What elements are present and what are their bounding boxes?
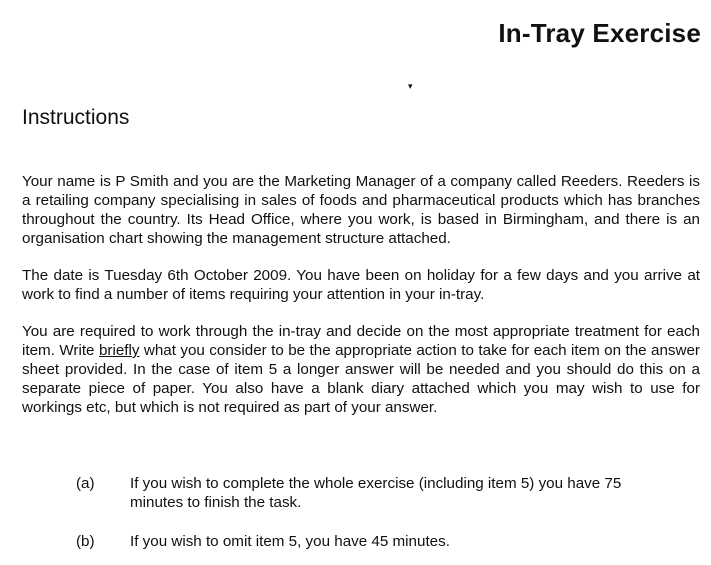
instructions-heading: Instructions bbox=[22, 106, 130, 129]
scan-speck-icon: ▾ bbox=[408, 81, 413, 91]
option-text: If you wish to complete the whole exercise (including item 5) you have 75 minutes to finish the task. bbox=[130, 475, 622, 511]
paragraph-role-context: Your name is P Smith and you are the Marketing Manager of a company called Reeders. Reeders is a retailing company specialising in sales of foods and pharmaceutical products which has branches throughout the country. Its Head Office, where you work, is based in Birmingham, and there is an organisation chart showing the management structure attached. bbox=[22, 173, 700, 247]
paragraph-date-context: The date is Tuesday 6th October 2009. You have been on holiday for a few days and you arrive at work to find a number of items requiring your attention in your in-tray. bbox=[22, 267, 700, 303]
task-text-emphasis: briefly bbox=[98, 342, 140, 359]
option-text: If you wish to omit item 5, you have 45 minutes. bbox=[130, 533, 450, 550]
paragraph-task-instructions bbox=[22, 322, 700, 417]
task-text-before: You are required to work through the in-tray and decide on the most appropriate treatment for each item. Write bbox=[22, 323, 700, 359]
task-text-after: what you consider to be the appropriate action to take for each item on the answer sheet provided. In the case of item 5 a longer answer will be needed and you should do this on a separate piece of paper. You also have a blank diary attached which you may wish to use for workings etc, but which is not required as part of your answer. bbox=[22, 342, 700, 416]
document-title: In-Tray Exercise bbox=[498, 18, 701, 48]
option-label: (b) bbox=[76, 533, 95, 550]
option-label: (a) bbox=[76, 475, 95, 492]
